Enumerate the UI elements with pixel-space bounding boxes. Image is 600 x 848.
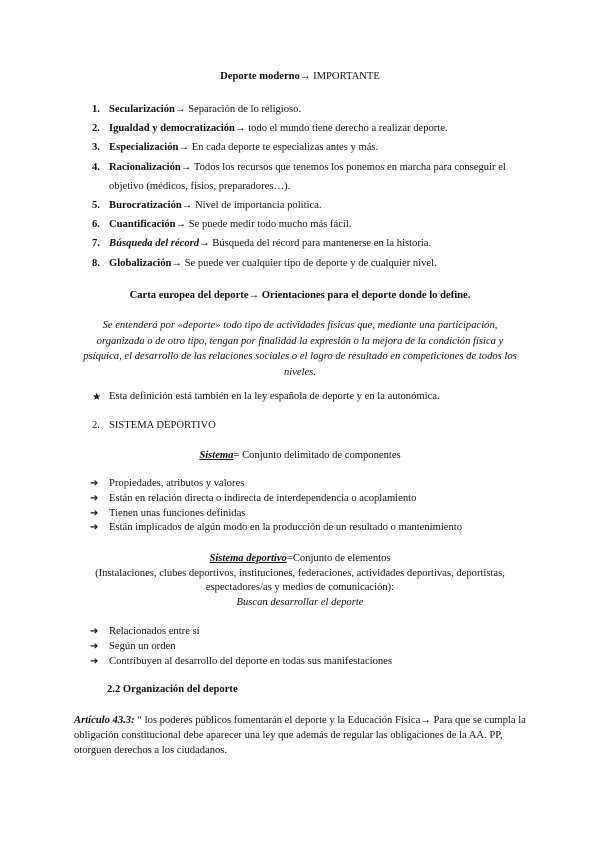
list-item xyxy=(90,625,530,640)
sistema-deportivo-definition xyxy=(0,552,600,610)
list-item-text: Están en relación directa o indirecta de interdependencia o acoplamiento xyxy=(109,492,417,504)
title-main: Deporte moderno xyxy=(220,71,300,82)
list-item xyxy=(90,507,530,522)
list-arrow: → xyxy=(180,161,192,173)
list-item xyxy=(90,655,530,670)
list-item xyxy=(90,521,530,536)
list-item xyxy=(90,477,530,492)
list-desc: Se puede ver cualquier tipo de deporte y de cualquier nivel. xyxy=(181,257,437,269)
list-desc: Todos los recursos que tenemos los ponemos en marcha para conseguir el objetivo (médicos, fisios, preparadores…). xyxy=(109,161,506,192)
list-item xyxy=(92,100,532,119)
list-item xyxy=(90,492,530,507)
list-item-text: Relacionados entre sí xyxy=(109,626,200,637)
list-item xyxy=(92,138,532,157)
list-arrow: → xyxy=(175,219,187,231)
arrow-bullet-icon: ➔ xyxy=(90,492,99,504)
articulo-text: “ los poderes públicos fomentarán el deporte y la Educación Física→ Para que se cumpla la obligación constitucional debe aparecer una ley que además de regular las obligaciones de la AA. PP, otorguen derechos a los ciudadanos. xyxy=(74,715,526,757)
sistema-def: = Conjunto delimitado de componentes xyxy=(233,450,401,461)
modern-sport-list xyxy=(92,100,532,273)
list-item xyxy=(92,254,532,273)
carta-europea-heading: Carta europea del deporte→ Orientaciones para el deporte donde lo define. xyxy=(129,290,471,301)
sistema-properties-list xyxy=(90,477,530,536)
list-item xyxy=(92,234,532,253)
arrow-bullet-icon: ➔ xyxy=(90,522,99,534)
list-number: 7. xyxy=(92,238,100,250)
list-item-text: Están implicados de algún modo en la producción de un resultado o mantenimiento xyxy=(109,522,463,534)
list-item-text: Contribuyen al desarrollo del deporte en todas sus manifestaciones xyxy=(109,655,393,667)
list-item xyxy=(92,119,532,138)
list-desc: Separación de lo religioso. xyxy=(185,104,302,115)
list-desc: Nivel de importancia política. xyxy=(192,200,322,212)
sistema-deportivo-def: =Conjunto de elementos xyxy=(286,553,391,564)
sistema-term: Sistema xyxy=(199,450,234,461)
sport-definition-quote: Se entenderá por «deporte» todo tipo de actividades físicas que, mediante una participación, organizada o de otro tipo, tengan por finalidad la expresión o la mejora de la condición física y psíquica, el desarrollo de las relaciones sociales o el logro de resultado en competiciones de todos los niveles. xyxy=(83,320,517,378)
list-item xyxy=(92,215,532,234)
page-title xyxy=(0,71,600,82)
list-term: Búsqueda del récord xyxy=(109,238,200,250)
list-term: Burocratización xyxy=(109,200,182,212)
list-arrow: → xyxy=(234,123,246,135)
list-arrow: → xyxy=(174,104,186,115)
arrow-bullet-icon: ➔ xyxy=(90,507,99,519)
list-term: Especialización xyxy=(109,142,179,154)
title-tail: IMPORTANTE xyxy=(310,71,380,82)
list-number: 1. xyxy=(92,104,100,115)
arrow-bullet-icon: ➔ xyxy=(90,655,99,667)
sistema-definition xyxy=(0,450,600,461)
list-arrow: → xyxy=(171,257,182,269)
articulo-paragraph xyxy=(74,713,526,759)
list-number: 4. xyxy=(92,161,100,173)
arrow-bullet-icon: ➔ xyxy=(90,478,99,489)
list-term: Globalización xyxy=(109,257,172,269)
list-desc: todo el mundo tiene derecho a realizar deporte. xyxy=(245,123,448,135)
list-term: Igualdad y democratización xyxy=(109,123,235,135)
list-arrow: → xyxy=(178,142,190,154)
sistema-deportivo-list xyxy=(90,625,530,669)
list-term: Secularización xyxy=(109,104,175,115)
list-item-text: Tienen unas funciones definidas xyxy=(109,507,246,519)
list-number: 8. xyxy=(92,257,100,269)
star-note-text: Esta definición está también en la ley española de deporte y en la autonómica. xyxy=(109,391,440,402)
section-number: 2. xyxy=(92,420,100,431)
list-number: 3. xyxy=(92,142,100,154)
subsection-heading: 2.2 Organización del deporte xyxy=(107,684,238,695)
sistema-deportivo-term: Sistema deportivo xyxy=(209,553,287,564)
arrow-bullet-icon: ➔ xyxy=(90,640,99,652)
list-term: Racionalización xyxy=(109,161,181,173)
title-arrow: → xyxy=(299,71,311,82)
star-note xyxy=(92,391,532,403)
list-number: 5. xyxy=(92,200,100,212)
list-desc: Se puede medir todo mucho más fácil. xyxy=(186,219,352,231)
list-term: Cuantificación xyxy=(109,219,176,231)
list-item-text: Propiedades, atributos y valores xyxy=(109,478,245,489)
list-number: 2. xyxy=(92,123,100,135)
list-item xyxy=(90,640,530,655)
section-heading xyxy=(92,420,216,431)
list-arrow: → xyxy=(199,238,210,250)
list-desc: Búsqueda del récord para mantenerse en la historia. xyxy=(209,238,432,250)
list-desc: En cada deporte te especializas antes y más. xyxy=(189,142,379,154)
list-item xyxy=(92,196,532,215)
sistema-deportivo-goal: Buscan desarrollar el deporte xyxy=(236,596,364,608)
list-item-text: Según un orden xyxy=(109,640,176,652)
sistema-deportivo-elements: (Instalaciones, clubes deportivos, instituciones, federaciones, actividades deportivas, deportistas, xyxy=(95,567,505,579)
list-number: 6. xyxy=(92,219,100,231)
section-title: SISTEMA DEPORTIVO xyxy=(109,420,216,431)
star-icon: ★ xyxy=(92,392,102,403)
list-item xyxy=(92,158,532,196)
articulo-label: Artículo 43.3: xyxy=(74,715,135,726)
list-arrow: → xyxy=(181,200,193,212)
arrow-bullet-icon: ➔ xyxy=(90,626,99,637)
sistema-deportivo-elements-cont: espectadores/as y medios de comunicación): xyxy=(205,582,395,594)
